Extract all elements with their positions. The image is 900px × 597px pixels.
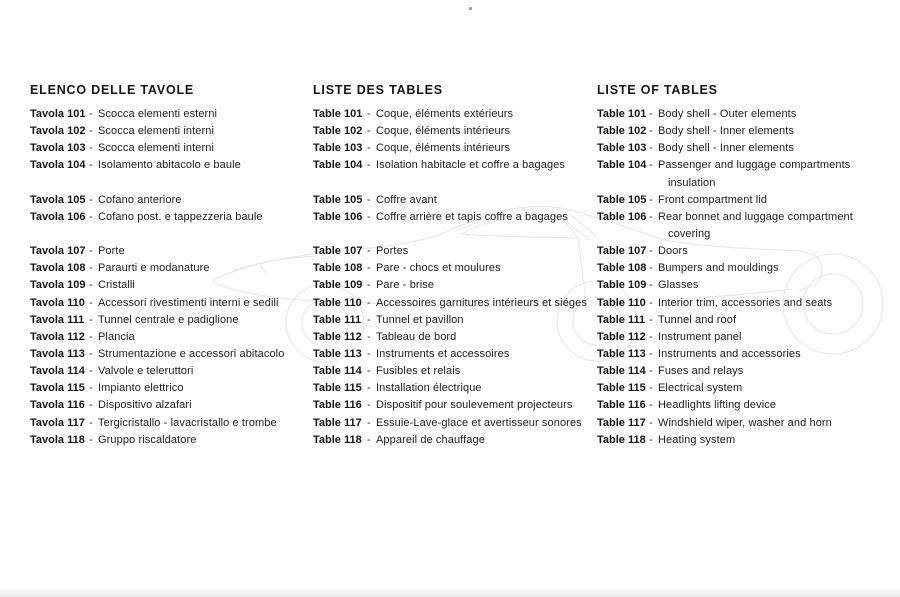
table-row bbox=[597, 312, 887, 329]
table-title: Instruments and accessories bbox=[658, 348, 801, 360]
table-title: Strumentazione e accessori abitacolo bbox=[98, 348, 285, 360]
table-number: Table 109 bbox=[313, 279, 363, 292]
table-row bbox=[597, 192, 887, 209]
table-row bbox=[313, 312, 603, 329]
table-title-continued: insulation bbox=[668, 176, 716, 189]
table-number: Tavola 102 bbox=[30, 125, 86, 138]
separator-dash: - bbox=[649, 125, 653, 138]
table-title: Valvole e teleruttori bbox=[98, 365, 194, 378]
table-title: Heating system bbox=[658, 433, 736, 446]
separator-dash: - bbox=[649, 279, 653, 292]
table-title: Portes bbox=[376, 245, 409, 258]
table-title: Scocca elementi esterni bbox=[98, 108, 218, 120]
table-number: Table 105 bbox=[597, 193, 647, 206]
table-title: Tableau de bord bbox=[376, 330, 457, 343]
table-title: Cofano post. e tappezzeria baule bbox=[98, 210, 263, 223]
table-row bbox=[30, 192, 320, 209]
table-title: Fusibles et relais bbox=[376, 365, 461, 378]
table-row bbox=[313, 432, 603, 449]
separator-dash: - bbox=[367, 159, 371, 172]
column-french bbox=[313, 83, 603, 449]
separator-dash: - bbox=[367, 399, 371, 412]
table-row bbox=[30, 415, 320, 432]
separator-dash: - bbox=[649, 108, 653, 120]
separator-dash: - bbox=[367, 193, 371, 206]
table-title: Instruments et accessoires bbox=[376, 348, 510, 360]
table-title: Tergicristallo - lavacristallo e trombe bbox=[98, 416, 277, 429]
table-row bbox=[30, 432, 320, 449]
table-title: Instrument panel bbox=[658, 330, 742, 343]
table-row bbox=[597, 346, 887, 363]
table-row bbox=[313, 192, 603, 209]
table-row bbox=[313, 363, 603, 380]
table-number: Tavola 111 bbox=[30, 313, 85, 326]
table-title: Dispositivo alzafari bbox=[98, 399, 192, 412]
table-title: Cristalli bbox=[98, 279, 135, 292]
table-title: Tunnel centrale e padiglione bbox=[98, 313, 239, 326]
table-number: Table 113 bbox=[597, 348, 646, 360]
table-number: Tavola 116 bbox=[30, 399, 85, 412]
separator-dash: - bbox=[649, 262, 653, 275]
table-row bbox=[313, 277, 603, 294]
table-row bbox=[597, 209, 887, 243]
table-title: Pare - brise bbox=[376, 279, 435, 292]
separator-dash: - bbox=[649, 433, 653, 446]
table-row bbox=[597, 157, 887, 191]
table-number: Table 116 bbox=[313, 399, 362, 412]
table-number: Table 103 bbox=[597, 142, 647, 155]
table-number: Tavola 101 bbox=[30, 108, 86, 120]
table-title: Cofano anteriore bbox=[98, 193, 182, 206]
table-list-english bbox=[597, 106, 887, 449]
table-number: Table 106 bbox=[313, 210, 363, 223]
table-row bbox=[313, 346, 603, 363]
table-title: Coque, éléments intérieurs bbox=[376, 125, 511, 138]
table-row bbox=[597, 432, 887, 449]
table-number: Tavola 117 bbox=[30, 416, 85, 429]
table-row bbox=[597, 123, 887, 140]
separator-dash: - bbox=[89, 108, 93, 120]
table-title: Doors bbox=[658, 245, 688, 258]
table-title: Pare - chocs et moulures bbox=[376, 262, 501, 275]
table-number: Tavola 105 bbox=[30, 193, 86, 206]
column-italian bbox=[30, 83, 320, 449]
table-number: Table 118 bbox=[597, 433, 646, 446]
table-number: Table 110 bbox=[597, 296, 646, 309]
table-title: Coque, éléments extérieurs bbox=[376, 108, 514, 120]
page-edge-shadow bbox=[0, 587, 900, 597]
table-row bbox=[597, 363, 887, 380]
table-list-italian bbox=[30, 106, 320, 449]
table-title: Windshield wiper, washer and horn bbox=[658, 416, 832, 429]
table-row bbox=[597, 106, 887, 123]
table-number: Table 111 bbox=[597, 313, 646, 326]
separator-dash: - bbox=[367, 108, 371, 120]
table-number: Table 111 bbox=[313, 313, 362, 326]
table-title: Bumpers and mouldings bbox=[658, 262, 779, 275]
table-number: Table 104 bbox=[313, 159, 363, 172]
table-number: Tavola 108 bbox=[30, 262, 86, 275]
table-number: Table 101 bbox=[597, 108, 647, 120]
table-row bbox=[597, 295, 887, 312]
separator-dash: - bbox=[367, 245, 371, 258]
table-title: Scocca elementi interni bbox=[98, 125, 215, 138]
column-title-english: LISTE OF TABLES bbox=[597, 83, 718, 97]
table-row bbox=[313, 209, 603, 243]
separator-dash: - bbox=[89, 399, 93, 412]
table-title: Front compartment lid bbox=[658, 193, 768, 206]
separator-dash: - bbox=[649, 416, 653, 429]
separator-dash: - bbox=[89, 279, 93, 292]
table-row bbox=[30, 123, 320, 140]
table-number: Table 116 bbox=[597, 399, 646, 412]
table-row bbox=[313, 260, 603, 277]
table-number: Table 114 bbox=[313, 365, 362, 378]
table-number: Table 108 bbox=[597, 262, 647, 275]
separator-dash: - bbox=[367, 313, 371, 326]
table-title: Coffre arrière et tapis coffre a bagages bbox=[376, 210, 568, 223]
table-number: Tavola 114 bbox=[30, 365, 85, 378]
separator-dash: - bbox=[649, 245, 653, 258]
table-number: Table 112 bbox=[313, 330, 362, 343]
table-title-continued: covering bbox=[668, 228, 711, 240]
table-row bbox=[313, 123, 603, 140]
table-title: Body shell - Inner elements bbox=[658, 142, 794, 155]
column-title-italian: ELENCO DELLE TAVOLE bbox=[30, 83, 195, 97]
table-title: Coffre avant bbox=[376, 193, 437, 206]
table-row bbox=[313, 295, 603, 312]
table-number: Tavola 115 bbox=[30, 382, 85, 395]
table-title: Passenger and luggage compartments bbox=[658, 159, 851, 172]
separator-dash: - bbox=[367, 142, 371, 155]
table-row bbox=[597, 397, 887, 414]
table-row bbox=[30, 329, 320, 346]
separator-dash: - bbox=[367, 330, 371, 343]
table-title: Accessori rivestimenti interni e sedili bbox=[98, 296, 279, 309]
table-title: Accessoires garnitures intérieurs et siéges bbox=[376, 296, 587, 309]
separator-dash: - bbox=[367, 416, 371, 429]
table-number: Table 107 bbox=[313, 245, 363, 258]
table-number: Table 115 bbox=[597, 382, 646, 395]
separator-dash: - bbox=[649, 193, 653, 206]
separator-dash: - bbox=[649, 330, 653, 343]
table-row bbox=[313, 243, 603, 260]
table-title: Interior trim, accessories and seats bbox=[658, 296, 833, 309]
table-number: Table 118 bbox=[313, 433, 362, 446]
table-row bbox=[313, 157, 603, 191]
table-number: Table 113 bbox=[313, 348, 362, 360]
table-number: Table 103 bbox=[313, 142, 363, 155]
table-row bbox=[30, 260, 320, 277]
separator-dash: - bbox=[367, 365, 371, 378]
table-number: Table 109 bbox=[597, 279, 647, 292]
table-row bbox=[30, 295, 320, 312]
table-row bbox=[313, 140, 603, 157]
table-title: Glasses bbox=[658, 279, 699, 292]
table-number: Tavola 113 bbox=[30, 348, 85, 360]
table-row bbox=[30, 312, 320, 329]
separator-dash: - bbox=[367, 382, 371, 395]
table-number: Table 105 bbox=[313, 193, 363, 206]
table-title: Tunnel et pavillon bbox=[376, 313, 464, 326]
table-row bbox=[30, 209, 320, 243]
table-title: Coque, éléments intérieurs bbox=[376, 142, 511, 155]
separator-dash: - bbox=[649, 348, 653, 360]
separator-dash: - bbox=[367, 433, 371, 446]
separator-dash: - bbox=[89, 296, 93, 309]
table-row bbox=[313, 106, 603, 123]
table-row bbox=[313, 397, 603, 414]
table-number: Tavola 103 bbox=[30, 142, 86, 155]
table-title: Rear bonnet and luggage compartment bbox=[658, 210, 853, 223]
table-row bbox=[313, 329, 603, 346]
registration-mark bbox=[469, 7, 472, 10]
table-row bbox=[597, 380, 887, 397]
table-number: Table 117 bbox=[313, 416, 362, 429]
table-row bbox=[597, 277, 887, 294]
separator-dash: - bbox=[89, 365, 93, 378]
separator-dash: - bbox=[649, 313, 653, 326]
separator-dash: - bbox=[649, 210, 653, 223]
separator-dash: - bbox=[89, 313, 93, 326]
separator-dash: - bbox=[89, 330, 93, 343]
table-title: Gruppo riscaldatore bbox=[98, 433, 197, 446]
table-title: Installation électrique bbox=[376, 382, 482, 395]
separator-dash: - bbox=[367, 262, 371, 275]
separator-dash: - bbox=[89, 382, 93, 395]
table-row bbox=[30, 243, 320, 260]
table-row bbox=[30, 380, 320, 397]
separator-dash: - bbox=[89, 125, 93, 138]
separator-dash: - bbox=[89, 348, 93, 360]
table-number: Table 117 bbox=[597, 416, 646, 429]
table-row bbox=[30, 140, 320, 157]
separator-dash: - bbox=[89, 433, 93, 446]
table-title: Isolamento abitacolo e baule bbox=[98, 159, 241, 172]
table-number: Table 110 bbox=[313, 296, 362, 309]
separator-dash: - bbox=[89, 262, 93, 275]
table-row bbox=[30, 346, 320, 363]
table-row bbox=[30, 397, 320, 414]
separator-dash: - bbox=[89, 193, 93, 206]
separator-dash: - bbox=[649, 365, 653, 378]
separator-dash: - bbox=[367, 348, 371, 360]
table-number: Tavola 107 bbox=[30, 245, 86, 258]
table-row bbox=[597, 415, 887, 432]
table-row bbox=[597, 329, 887, 346]
table-number: Table 115 bbox=[313, 382, 362, 395]
separator-dash: - bbox=[649, 382, 653, 395]
column-english bbox=[597, 83, 887, 449]
table-number: Table 104 bbox=[597, 159, 647, 172]
table-row bbox=[597, 243, 887, 260]
table-title: Headlights lifting device bbox=[658, 399, 777, 412]
table-title: Electrical system bbox=[658, 382, 743, 395]
separator-dash: - bbox=[367, 125, 371, 138]
separator-dash: - bbox=[89, 245, 93, 258]
table-number: Tavola 112 bbox=[30, 330, 85, 343]
table-number: Table 102 bbox=[597, 125, 647, 138]
separator-dash: - bbox=[89, 142, 93, 155]
separator-dash: - bbox=[89, 210, 93, 223]
table-row bbox=[597, 140, 887, 157]
separator-dash: - bbox=[649, 159, 653, 172]
table-row bbox=[313, 380, 603, 397]
separator-dash: - bbox=[367, 279, 371, 292]
table-number: Table 102 bbox=[313, 125, 363, 138]
table-title: Impianto elettrico bbox=[98, 382, 184, 395]
table-number: Tavola 109 bbox=[30, 279, 86, 292]
table-title: Body shell - Inner elements bbox=[658, 125, 794, 138]
table-number: Table 106 bbox=[597, 210, 647, 223]
table-row bbox=[30, 363, 320, 380]
table-number: Table 108 bbox=[313, 262, 363, 275]
table-number: Tavola 110 bbox=[30, 296, 85, 309]
table-title: Paraurti e modanature bbox=[98, 262, 210, 275]
table-number: Table 101 bbox=[313, 108, 363, 120]
table-title: Plancia bbox=[98, 330, 135, 343]
table-number: Tavola 118 bbox=[30, 433, 85, 446]
table-number: Table 107 bbox=[597, 245, 647, 258]
separator-dash: - bbox=[649, 296, 653, 309]
table-title: Appareil de chauffage bbox=[376, 433, 485, 446]
table-title: Scocca elementi interni bbox=[98, 142, 215, 155]
separator-dash: - bbox=[89, 416, 93, 429]
separator-dash: - bbox=[649, 142, 653, 155]
table-title: Fuses and relays bbox=[658, 365, 744, 378]
table-number: Tavola 104 bbox=[30, 159, 86, 172]
table-row bbox=[30, 106, 320, 123]
table-title: Tunnel and roof bbox=[658, 313, 737, 326]
table-list-french bbox=[313, 106, 603, 449]
separator-dash: - bbox=[89, 159, 93, 172]
table-row bbox=[313, 415, 603, 432]
table-number: Tavola 106 bbox=[30, 210, 86, 223]
table-title: Dispositif pour soulevement projecteurs bbox=[376, 399, 573, 412]
separator-dash: - bbox=[367, 296, 371, 309]
table-number: Table 112 bbox=[597, 330, 646, 343]
table-row bbox=[30, 277, 320, 294]
separator-dash: - bbox=[649, 399, 653, 412]
table-row bbox=[30, 157, 320, 191]
table-title: Isolation habitacle et coffre a bagages bbox=[376, 159, 565, 172]
table-title: Body shell - Outer elements bbox=[658, 108, 797, 120]
separator-dash: - bbox=[367, 210, 371, 223]
table-title: Porte bbox=[98, 245, 125, 258]
table-row bbox=[597, 260, 887, 277]
table-number: Table 114 bbox=[597, 365, 646, 378]
table-title: Essuie-Lave-glace et avertisseur sonores bbox=[376, 416, 582, 429]
column-title-french: LISTE DES TABLES bbox=[313, 83, 443, 97]
